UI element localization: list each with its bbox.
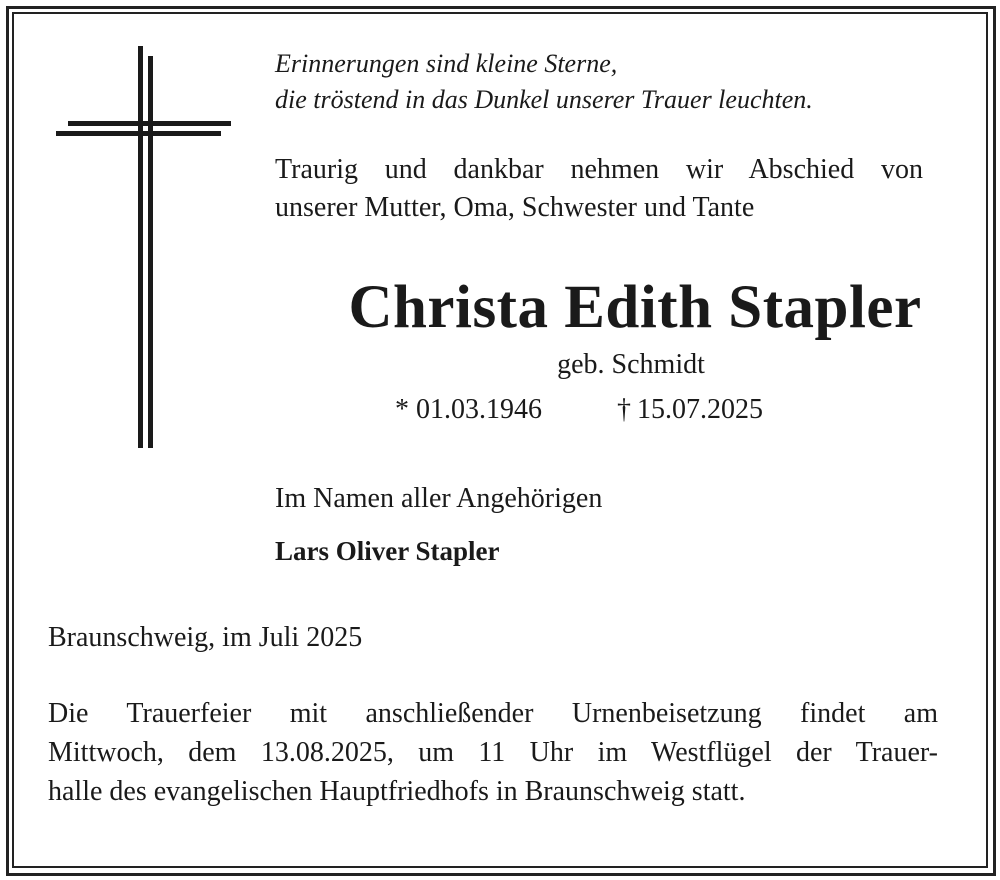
death-date: 15.07.2025 [637, 394, 763, 425]
service-line-2: Mittwoch, dem 13.08.2025, um 11 Uhr im Westflügel der Trauer- [48, 737, 938, 768]
signatory-name: Lars Oliver Stapler [275, 536, 500, 566]
farewell-line-1: Traurig und dankbar nehmen wir Abschied von [275, 154, 923, 185]
quote-line-2: die tröstend in das Dunkel unserer Trauer leuchten. [275, 85, 813, 114]
cross-icon [50, 40, 240, 450]
service-announcement [48, 694, 938, 811]
birth-date: * 01.03.1946 [395, 394, 542, 425]
maiden-name: geb. Schmidt [557, 349, 705, 380]
family-line: Im Namen aller Angehörigen [275, 483, 603, 514]
memorial-quote [275, 46, 813, 118]
life-dates [395, 392, 763, 428]
farewell-text [275, 151, 923, 227]
deceased-name: Christa Edith Stapler [348, 274, 922, 341]
farewell-line-2: unserer Mutter, Oma, Schwester und Tante [275, 192, 755, 223]
dagger-icon: † [617, 394, 631, 425]
place-date: Braunschweig, im Juli 2025 [48, 622, 363, 653]
service-line-3: halle des evangelischen Hauptfriedhofs in Braunschweig statt. [48, 776, 746, 807]
service-line-1: Die Trauerfeier mit anschließender Urnenbeisetzung findet am [48, 698, 938, 729]
quote-line-1: Erinnerungen sind kleine Sterne, [275, 49, 618, 78]
death-date-group [617, 394, 763, 425]
